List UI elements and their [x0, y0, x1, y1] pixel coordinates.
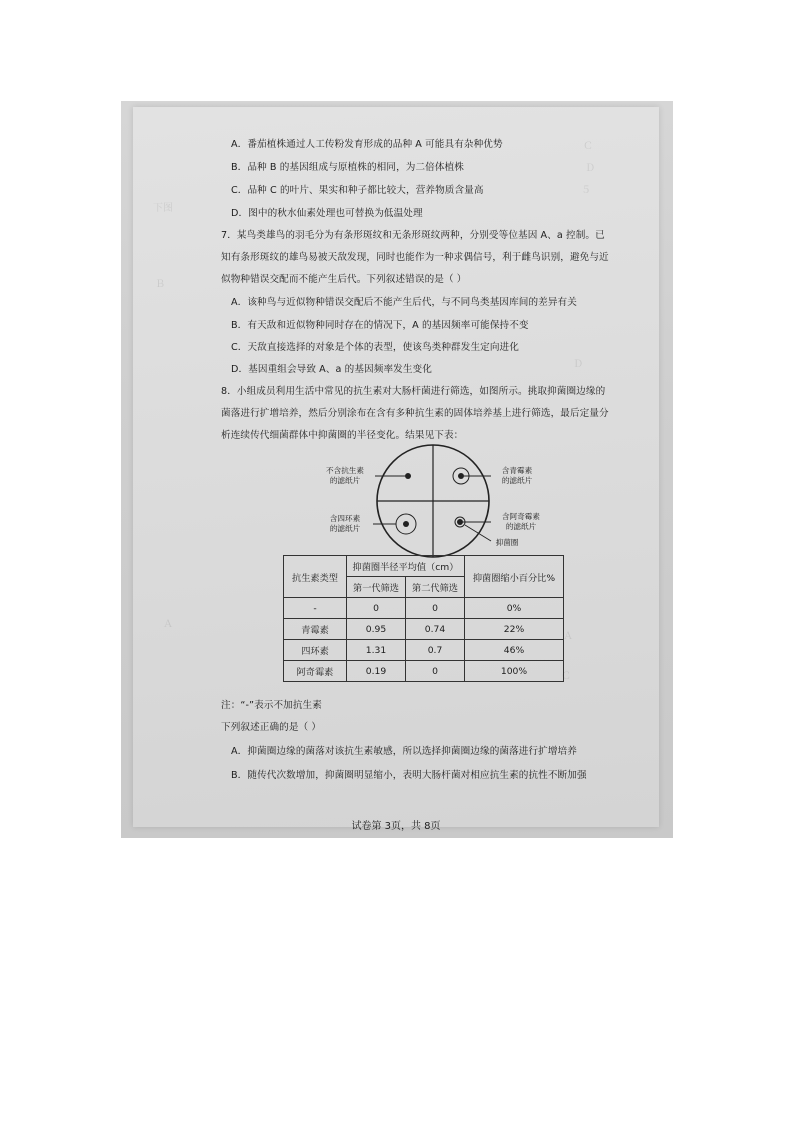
cell-gen1: 0.19	[347, 661, 406, 682]
q6-option-d: D．图中的秋水仙素处理也可替换为低温处理	[231, 208, 423, 219]
label-inhibition-zone: 抑菌圈	[495, 538, 519, 547]
petri-dish-diagram	[303, 443, 563, 565]
q7-stem-line-2: 知有条形斑纹的雄鸟易被天敌发现，同时也能作为一种求偶信号，利于雌鸟识别，避免与近	[221, 252, 609, 263]
label-no-antibiotic-2: 的滤纸片	[329, 476, 361, 485]
q6-option-a: A．番茄植株通过人工传粉发育形成的品种 A 可能具有杂种优势	[231, 139, 503, 150]
cell-percent: 100%	[465, 661, 564, 682]
filter-disc-azithromycin	[457, 519, 463, 525]
q7-option-a: A．该种鸟与近似物种错误交配后不能产生后代，与不同鸟类基因库间的差异有关	[231, 297, 577, 308]
q6-option-b: B．品种 B 的基因组成与原植株的相同，为二倍体植株	[231, 162, 464, 173]
table-row	[284, 598, 564, 619]
filter-disc-penicillin	[458, 473, 464, 479]
page-footer: 试卷第 3页，共 8页	[351, 821, 441, 832]
exam-paper	[133, 107, 659, 832]
q6-option-c: C．品种 C 的叶片、果实和种子都比较大，营养物质含量高	[231, 185, 484, 196]
bleed-through-text: Ｂ	[155, 279, 165, 290]
bleed-through-text: Ｃ	[583, 141, 593, 152]
cell-gen2: 0	[406, 661, 465, 682]
exam-page-photo	[121, 101, 673, 838]
bleed-through-text: Ａ	[563, 631, 573, 642]
cell-type: 四环素	[284, 640, 347, 661]
q8-ask: 下列叙述正确的是（ ）	[221, 722, 322, 733]
q7-stem-line-1: 7．某鸟类雄鸟的羽毛分为有条形斑纹和无条形斑纹两种，分别受等位基因 A、a 控制。已	[221, 230, 605, 241]
cell-gen1: 0	[347, 598, 406, 619]
bleed-through-text: 下图	[153, 203, 173, 214]
q8-option-a: A．抑菌圈边缘的菌落对该抗生素敏感，所以选择抑菌圈边缘的菌落进行扩增培养	[231, 746, 577, 757]
cell-type: 阿奇霉素	[284, 661, 347, 682]
q7-option-d: D．基因重组会导致 A、a 的基因频率发生变化	[231, 364, 432, 375]
table-row	[284, 661, 564, 682]
header-shrink-percent: 抑菌圈缩小百分比%	[465, 556, 564, 598]
cell-gen2: 0.74	[406, 619, 465, 640]
q8-stem-line-1: 8．小组成员利用生活中常见的抗生素对大肠杆菌进行筛选，如图所示。挑取抑菌圈边缘的	[221, 386, 606, 397]
header-gen2: 第二代筛选	[406, 577, 465, 598]
bleed-through-text: Ａ	[163, 619, 173, 630]
filter-disc-tetracycline	[403, 521, 409, 527]
label-penicillin-1: 含青霉素	[501, 466, 533, 475]
header-gen1: 第一代筛选	[347, 577, 406, 598]
label-tetracycline-2: 的滤纸片	[329, 524, 361, 533]
q7-option-b: B．有天敌和近似物种同时存在的情况下，A 的基因频率可能保持不变	[231, 320, 529, 331]
bleed-through-text: Ｄ	[585, 163, 595, 174]
pointer-zone	[465, 525, 491, 541]
cell-gen2: 0	[406, 598, 465, 619]
bleed-through-text: Ｃ	[561, 671, 571, 682]
filter-disc-no-antibiotic	[405, 473, 411, 479]
label-no-antibiotic-1: 不含抗生素	[326, 466, 364, 475]
table-row	[284, 640, 564, 661]
label-azithromycin-2: 的滤纸片	[505, 522, 537, 531]
table-note: 注：“-”表示不加抗生素	[221, 700, 322, 711]
header-avg-radius: 抑菌圈半径平均值（cm）	[347, 556, 465, 577]
cell-gen1: 1.31	[347, 640, 406, 661]
bleed-through-text: Ｄ	[573, 359, 583, 370]
inhibition-zone-table	[283, 555, 564, 682]
table-row	[284, 619, 564, 640]
label-tetracycline-1: 含四环素	[329, 514, 361, 523]
cell-type: -	[284, 598, 347, 619]
cell-percent: 22%	[465, 619, 564, 640]
cell-gen2: 0.7	[406, 640, 465, 661]
q8-stem-line-3: 析连续传代细菌群体中抑菌圈的半径变化。结果见下表：	[221, 430, 464, 441]
q7-stem-line-3: 似物种错误交配而不能产生后代。下列叙述错误的是（ ）	[221, 274, 467, 285]
label-azithromycin-1: 含阿奇霉素	[502, 512, 540, 521]
label-penicillin-2: 的滤纸片	[501, 476, 533, 485]
q8-option-b: B．随传代次数增加，抑菌圈明显缩小，表明大肠杆菌对相应抗生素的抗性不断加强	[231, 770, 587, 781]
header-antibiotic-type: 抗生素类型	[284, 556, 347, 598]
cell-percent: 46%	[465, 640, 564, 661]
q8-stem-line-2: 菌落进行扩增培养，然后分别涂布在含有多种抗生素的固体培养基上进行筛选，最后定量分	[221, 408, 609, 419]
bleed-through-text: ５	[581, 185, 591, 196]
q7-option-c: C．天敌直接选择的对象是个体的表型，使该鸟类种群发生定向进化	[231, 342, 519, 353]
cell-percent: 0%	[465, 598, 564, 619]
cell-type: 青霉素	[284, 619, 347, 640]
cell-gen1: 0.95	[347, 619, 406, 640]
